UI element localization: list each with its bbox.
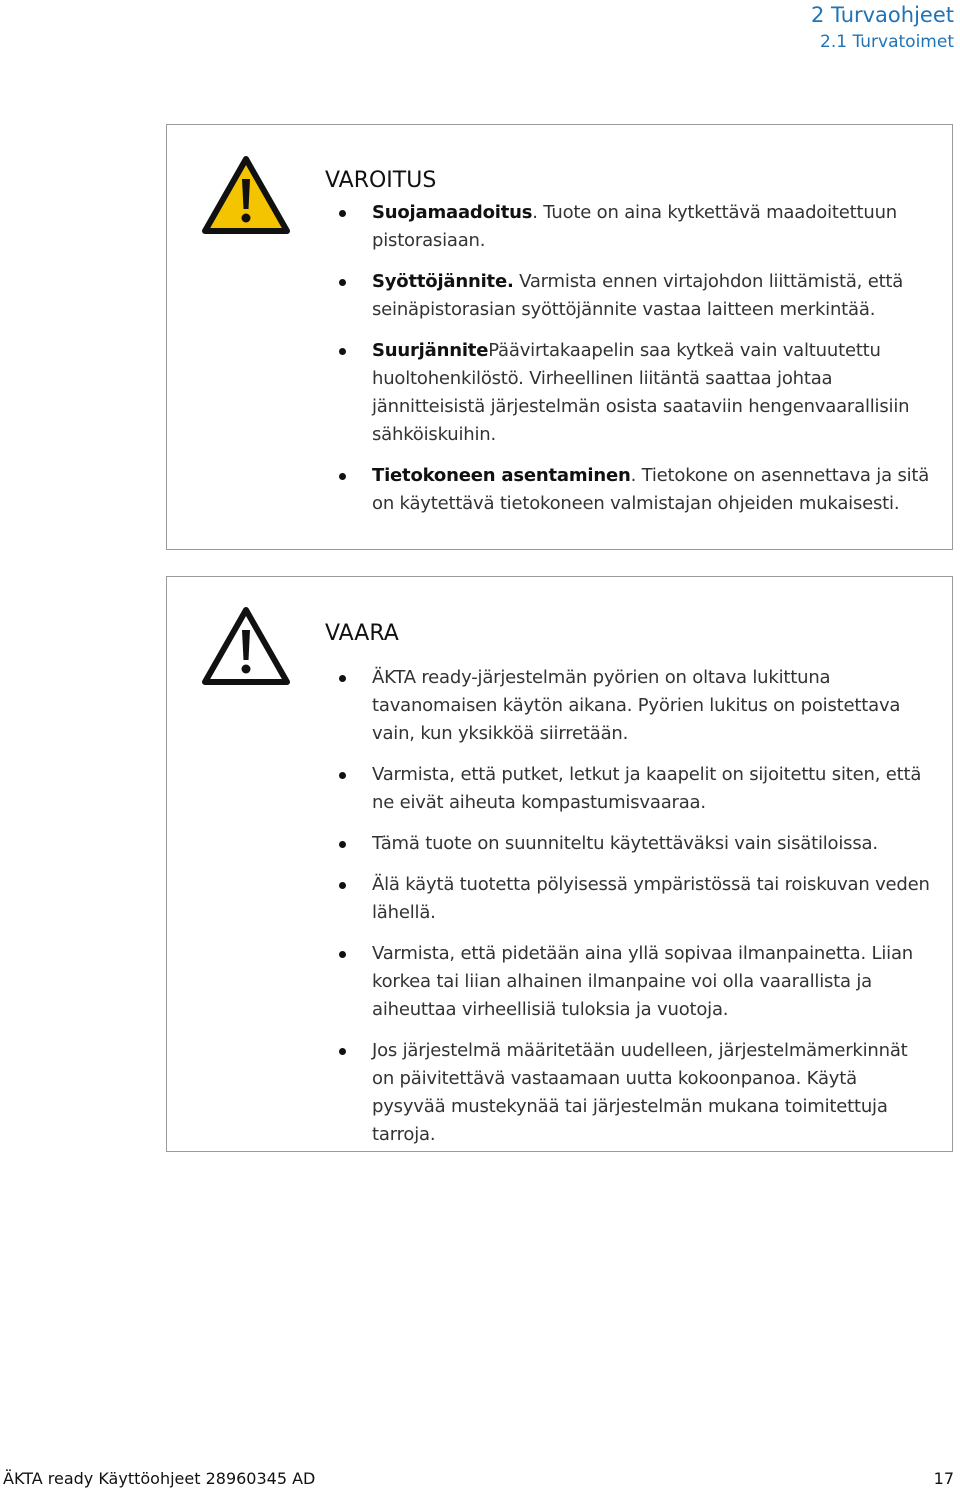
warning-yellow-icon xyxy=(201,155,291,239)
page-number: 17 xyxy=(933,1469,954,1488)
warning-outline-icon xyxy=(201,606,291,690)
chapter-heading: 2 Turvaohjeet xyxy=(811,3,954,27)
danger-box xyxy=(166,576,953,1152)
list-item xyxy=(325,268,934,324)
item-lead: Tietokoneen asentaminen xyxy=(372,465,631,486)
item-text: Päävirtakaapelin saa kytkeä vain valtuutettu huoltohenkilöstö. Virheellinen liitäntä saattaa johtaa jännitteisistä järjestelmän osista saataviin hengenvaarallisiin sähköiskuihin. xyxy=(372,340,910,445)
list-item xyxy=(325,462,934,518)
list-item: Jos järjestelmä määritetään uudelleen, järjestelmämerkinnät on päivitettävä vastaamaan uutta kokoonpanoa. Käytä pysyvää mustekynää tai järjestelmän mukana toimitettuja tarroja. xyxy=(325,1037,934,1149)
warning-box xyxy=(166,124,953,550)
item-lead: Suojamaadoitus xyxy=(372,202,533,223)
item-text: . Tuote on aina kytkettävä maadoitettuun pistorasiaan. xyxy=(372,202,897,251)
list-item: Älä käytä tuotetta pölyisessä ympäristössä tai roiskuvan veden lähellä. xyxy=(325,871,934,927)
item-text: Varmista ennen virtajohdon liittämistä, että seinäpistorasian syöttöjännite vastaa laitteen merkintää. xyxy=(372,271,904,320)
document-name: ÄKTA ready Käyttöohjeet 28960345 AD xyxy=(3,1469,316,1488)
list-item: ÄKTA ready-järjestelmän pyörien on oltava lukittuna tavanomaisen käytön aikana. Pyörien lukitus on poistettava vain, kun yksikköä siirretään. xyxy=(325,664,934,748)
list-item xyxy=(325,199,934,255)
warning-content xyxy=(325,167,934,531)
page-header xyxy=(811,2,954,53)
warning-list xyxy=(325,199,934,518)
section-heading: 2.1 Turvatoimet xyxy=(820,32,954,52)
danger-content xyxy=(325,620,934,1162)
list-item xyxy=(325,337,934,449)
list-item: Varmista, että putket, letkut ja kaapelit on sijoitettu siten, että ne eivät aiheuta kompastumisvaaraa. xyxy=(325,761,934,817)
list-item: Varmista, että pidetään aina yllä sopivaa ilmanpainetta. Liian korkea tai liian alhainen ilmanpaine voi olla vaarallista ja aiheuttaa virheellisiä tuloksia ja vuotoja. xyxy=(325,940,934,1024)
list-item: Tämä tuote on suunniteltu käytettäväksi vain sisätiloissa. xyxy=(325,830,934,858)
item-text: . Tietokone on asennettava ja sitä on käytettävä tietokoneen valmistajan ohjeiden mukaisesti. xyxy=(372,465,930,514)
page-footer xyxy=(0,1469,960,1493)
danger-title: VAARA xyxy=(325,621,399,646)
warning-title: VAROITUS xyxy=(325,168,437,193)
item-lead: Suurjännite xyxy=(372,340,489,361)
danger-list xyxy=(325,664,934,1149)
item-lead: Syöttöjännite. xyxy=(372,271,514,292)
